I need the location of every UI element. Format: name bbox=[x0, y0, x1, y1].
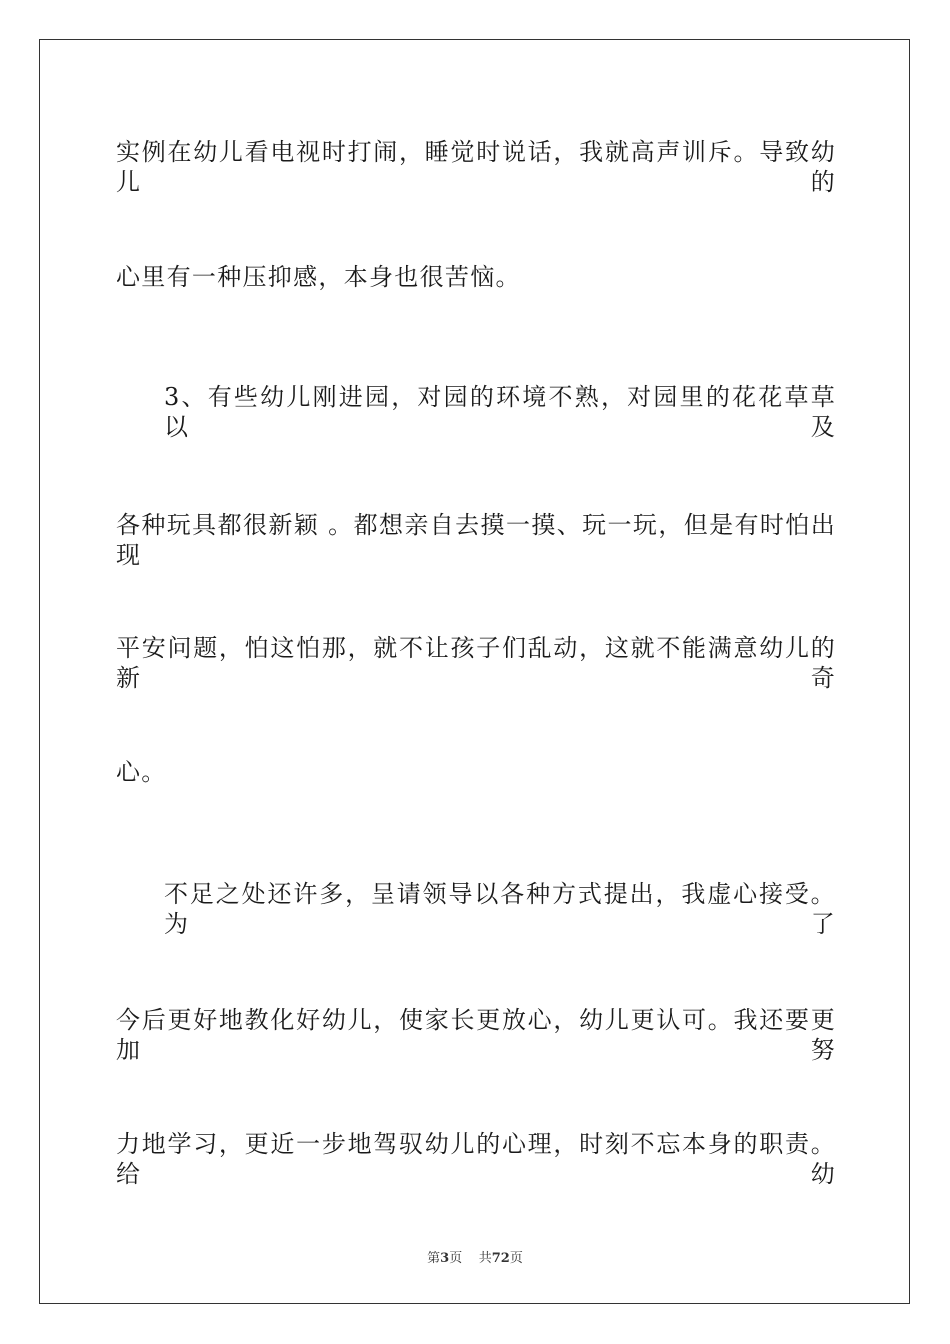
body-line-6: 心。 bbox=[116, 758, 167, 786]
footer-total-number: 72 bbox=[491, 1251, 510, 1266]
body-line-1: 实例在幼儿看电视时打闹，睡觉时说话，我就高声训斥。导致幼儿的 bbox=[116, 138, 836, 196]
body-line-7: 不足之处还许多，呈请领导以各种方式提出，我虚心接受。为了 bbox=[164, 880, 836, 938]
footer-total-suffix: 页 bbox=[509, 1251, 523, 1266]
body-line-3: 3、有些幼儿刚进园，对园的环境不熟，对园里的花花草草以及 bbox=[164, 383, 836, 441]
body-line-2: 心里有一种压抑感，本身也很苦恼。 bbox=[116, 263, 521, 291]
page-footer bbox=[0, 1247, 950, 1266]
body-line-8: 今后更好地教化好幼儿，使家长更放心，幼儿更认可。我还要更加努 bbox=[116, 1006, 836, 1064]
body-line-4: 各种玩具都很新颖 。都想亲自去摸一摸、玩一玩，但是有时怕出现 bbox=[116, 511, 836, 569]
body-line-5: 平安问题，怕这怕那，就不让孩子们乱动，这就不能满意幼儿的新奇 bbox=[116, 634, 836, 692]
footer-page-number: 3 bbox=[440, 1251, 450, 1266]
footer-total-prefix: 共 bbox=[478, 1251, 492, 1266]
footer-page-prefix: 第 bbox=[427, 1251, 441, 1266]
footer-page-suffix: 页 bbox=[449, 1251, 463, 1266]
body-line-9: 力地学习，更近一步地驾驭幼儿的心理，时刻不忘本身的职责。给幼 bbox=[116, 1130, 836, 1188]
